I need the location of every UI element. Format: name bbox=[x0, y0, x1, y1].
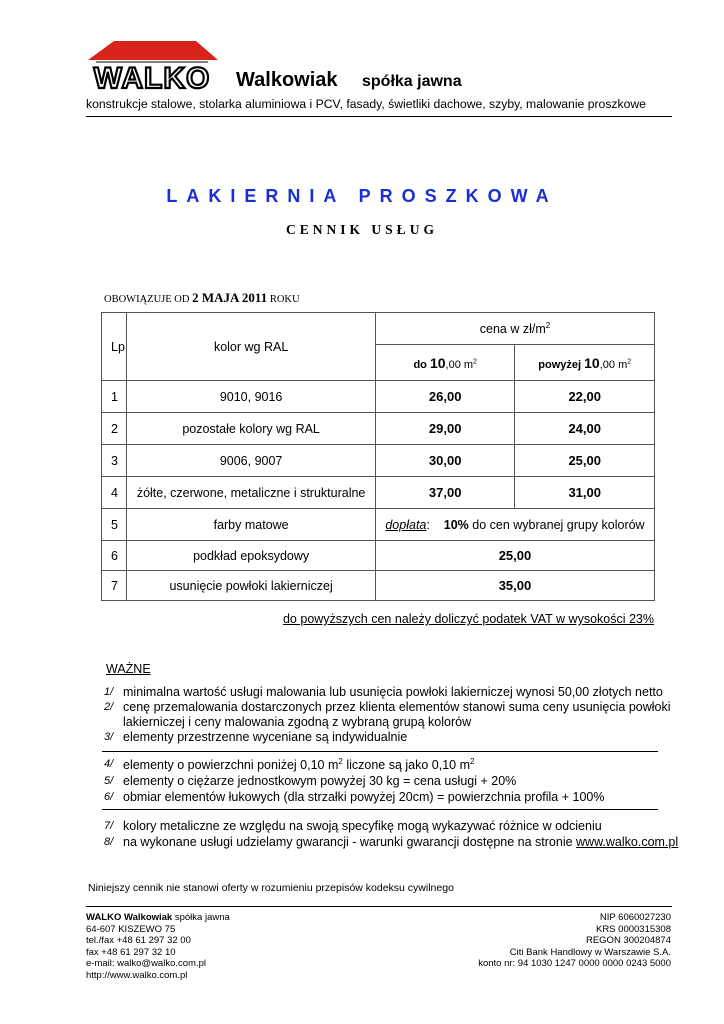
row-price: 25,00 bbox=[375, 541, 654, 571]
row-desc: 9010, 9016 bbox=[127, 381, 376, 413]
page-subtitle: CENNIK USŁUG bbox=[286, 222, 438, 237]
row-price: 35,00 bbox=[375, 571, 654, 601]
row-price-large: 22,00 bbox=[515, 381, 655, 413]
validity-suffix: ROKU bbox=[269, 294, 300, 305]
row-lp: 6 bbox=[102, 541, 127, 571]
row-price-small: 37,00 bbox=[375, 477, 515, 509]
table-row bbox=[102, 571, 655, 601]
footer-email[interactable]: e-mail: walko@walko.com.pl bbox=[86, 958, 206, 970]
validity-date: 2 MAJA 2011 bbox=[192, 290, 268, 305]
footer-divider bbox=[86, 906, 672, 907]
row-lp: 3 bbox=[102, 445, 127, 477]
row-lp: 4 bbox=[102, 477, 127, 509]
logo-text: WALKO bbox=[93, 62, 211, 92]
table-row bbox=[102, 381, 655, 413]
row-lp: 2 bbox=[102, 413, 127, 445]
table-row bbox=[102, 541, 655, 571]
disclaimer: Niniejszy cennik nie stanowi oferty w rozumieniu przepisów kodeksu cywilnego bbox=[88, 882, 454, 894]
header-up-to: do 10,00 $m^2$ bbox=[375, 345, 515, 381]
company-tagline: konstrukcje stalowe, stolarka aluminiowa i PCV, fasady, świetliki dachowe, szyby, malowanie proszkowe bbox=[86, 97, 646, 111]
header-above: powyżej 10,00 $m^2$ bbox=[515, 345, 655, 381]
row-price-large: 24,00 bbox=[515, 413, 655, 445]
row-price-small: 29,00 bbox=[375, 413, 515, 445]
row-desc: żółte, czerwone, metaliczne i strukturalne bbox=[127, 477, 376, 509]
table-row bbox=[102, 477, 655, 509]
row-price-large: 25,00 bbox=[515, 445, 655, 477]
page-title: LAKIERNIA PROSZKOWA bbox=[166, 186, 558, 206]
row-lp: 7 bbox=[102, 571, 127, 601]
validity-line bbox=[104, 290, 300, 306]
table-row bbox=[102, 413, 655, 445]
section-divider bbox=[102, 809, 658, 810]
row-price-small: 26,00 bbox=[375, 381, 515, 413]
row-lp: 5 bbox=[102, 509, 127, 541]
header-divider bbox=[86, 116, 672, 117]
row-desc: 9006, 9007 bbox=[127, 445, 376, 477]
row-desc: pozostałe kolory wg RAL bbox=[127, 413, 376, 445]
footer-address: WALKO Walkowiak spółka jawna 64-607 KISZEWO 75 tel./fax +48 61 297 32 00 fax +48 61 297 32 10 e-mail: walko@walko.com.pl http://www.walko.com.pl bbox=[86, 912, 230, 981]
row-desc: usunięcie powłoki lakierniczej bbox=[127, 571, 376, 601]
header-price: cena w $zł/m^2$ bbox=[375, 313, 654, 345]
footer-website[interactable]: http://www.walko.com.pl bbox=[86, 969, 188, 981]
table-header-row bbox=[102, 313, 655, 345]
important-heading: WAŻNE bbox=[106, 662, 151, 676]
row-desc: farby matowe bbox=[127, 509, 376, 541]
row-price-small: 30,00 bbox=[375, 445, 515, 477]
validity-prefix: OBOWIĄZUJE OD bbox=[104, 294, 190, 305]
header-color: kolor wg RAL bbox=[127, 313, 376, 381]
company-logo bbox=[86, 40, 218, 92]
footer-registration: NIP 6060027230 KRS 0000315308 REGON 300204874 Citi Bank Handlowy w Warszawie S.A. konto nr: 94 1030 1247 0000 0000 0243 5000 bbox=[478, 912, 671, 970]
vat-note: do powyższych cen należy doliczyć podatek VAT w wysokości 23% bbox=[282, 612, 654, 626]
table-row bbox=[102, 509, 655, 541]
table-row bbox=[102, 445, 655, 477]
row-surcharge: dopłata: 10% do cen wybranej grupy kolorów bbox=[375, 509, 654, 541]
company-name: Walkowiak bbox=[236, 69, 338, 91]
row-desc: podkład epoksydowy bbox=[127, 541, 376, 571]
section-divider bbox=[102, 751, 658, 752]
row-price-large: 31,00 bbox=[515, 477, 655, 509]
website-link[interactable]: www.walko.com.pl bbox=[576, 835, 679, 849]
company-form: spółka jawna bbox=[362, 73, 462, 90]
price-table bbox=[101, 312, 655, 601]
row-lp: 1 bbox=[102, 381, 127, 413]
header-lp: Lp bbox=[102, 313, 127, 381]
